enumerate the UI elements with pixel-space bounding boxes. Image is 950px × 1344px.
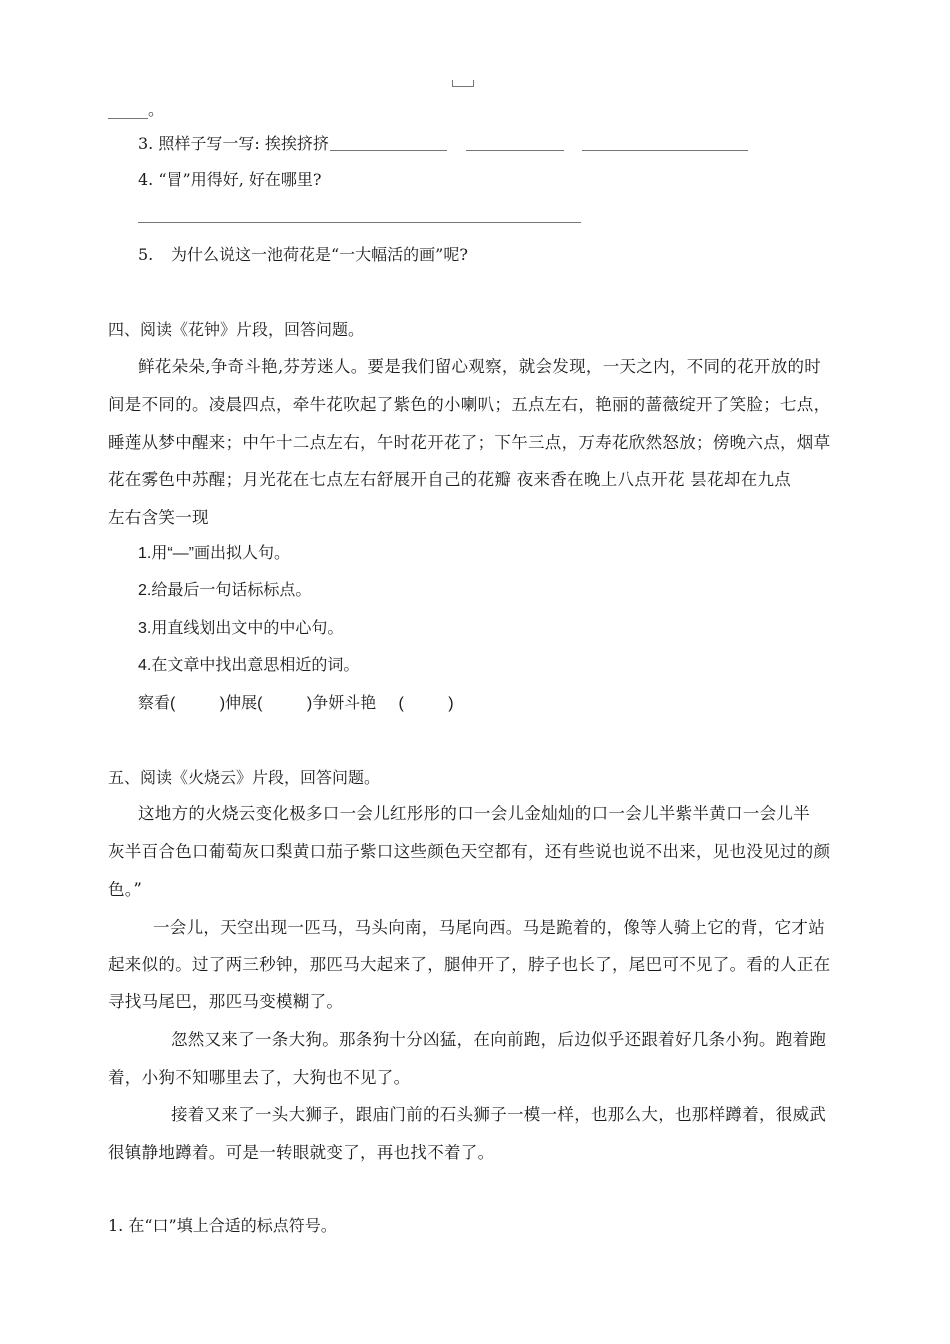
carryover-blank: _____。	[108, 100, 165, 119]
section-5-para3-line: 着，小狗不知哪里去了，大狗也不见了。	[108, 1068, 411, 1087]
question-3-text: 3. 照样子写一写: 挨挨挤挤	[138, 134, 329, 153]
answer-line-3a[interactable]	[330, 150, 447, 151]
section-4-para-line: 花在雾色中苏醒；月光花在七点左右舒展开自己的花瓣 夜来香在晚上八点开花 昙花却在九点	[108, 470, 792, 489]
section-5-para2-line: 起来似的。过了两三秒钟，那匹马大起来了，腿伸开了，脖子也长了，尾巴可不见了。看的人正在	[108, 955, 831, 974]
answer-line-4[interactable]	[138, 222, 581, 223]
section-4-para-line: 间是不同的。凌晨四点，牵牛花吹起了紫色的小喇叭；五点左右，艳丽的蔷薇绽开了笑脸；七点，	[108, 395, 831, 414]
page-number-mark	[452, 80, 474, 87]
section-5-para4-line: 很镇静地蹲着。可是一转眼就变了，再也找不着了。	[108, 1143, 495, 1162]
section-5-para1-line: 灰半百合色口葡萄灰口梨黄口茄子紫口这些颜色天空都有，还有些说也说不出来，见也没见过的颜	[108, 842, 831, 861]
answer-line-3b[interactable]	[466, 150, 564, 151]
section-5-title: 五、阅读《火烧云》片段，回答问题。	[108, 768, 381, 787]
question-5-number: 5.	[138, 245, 154, 264]
question-5: 为什么说这一池荷花是“一大幅活的画”呢?	[171, 245, 468, 264]
section-4-question-1: 1.用“—”画出拟人句。	[138, 545, 291, 562]
section-4-question-3: 3.用直线划出文中的中心句。	[138, 620, 344, 637]
section-5-para3-line: 忽然又来了一条大狗。那条狗十分凶猛，在向前跑，后边似乎还跟着好几条小狗。跑着跑	[171, 1030, 827, 1049]
section-4-question-2: 2.给最后一句话标标点。	[138, 582, 312, 599]
question-4: 4. “冒”用得好, 好在哪里?	[138, 170, 322, 189]
question-3	[138, 134, 329, 154]
section-4-fill-blanks[interactable]: 察看( )伸展( )争妍斗艳 ( )	[138, 695, 454, 712]
section-4-para-line: 鲜花朵朵,争奇斗艳,芬芳迷人。要是我们留心观察，就会发现，一天之内，不同的花开放的时	[138, 357, 822, 376]
section-4-para-line: 左右含笑一现	[108, 508, 209, 527]
section-4-question-4: 4.在文章中找出意思相近的词。	[138, 657, 360, 674]
section-5-para2-line: 寻找马尾巴，那匹马变模糊了。	[108, 992, 344, 1011]
section-5-para4-line: 接着又来了一头大狮子，跟庙门前的石头狮子一模一样，也那么大，也那样蹲着，很威武	[171, 1105, 827, 1124]
section-5-para2-line: 一会儿，天空出现一匹马，马头向南，马尾向西。马是跪着的，像等人骑上它的背，它才站	[153, 918, 825, 937]
answer-line-3c[interactable]	[582, 150, 748, 151]
section-5-question-1: 1. 在“口”填上合适的标点符号。	[108, 1216, 337, 1235]
section-4-para-line: 睡莲从梦中醒来；中午十二点左右，午时花开花了；下午三点，万寿花欣然怒放；傍晚六点，烟草	[108, 433, 831, 452]
section-5-para1-line: 色。”	[108, 880, 143, 899]
section-5-para1-line: 这地方的火烧云变化极多口一会儿红彤彤的口一会儿金灿灿的口一会儿半紫半黄口一会儿半	[138, 804, 810, 823]
section-4-title: 四、阅读《花钟》片段，回答问题。	[108, 320, 365, 339]
